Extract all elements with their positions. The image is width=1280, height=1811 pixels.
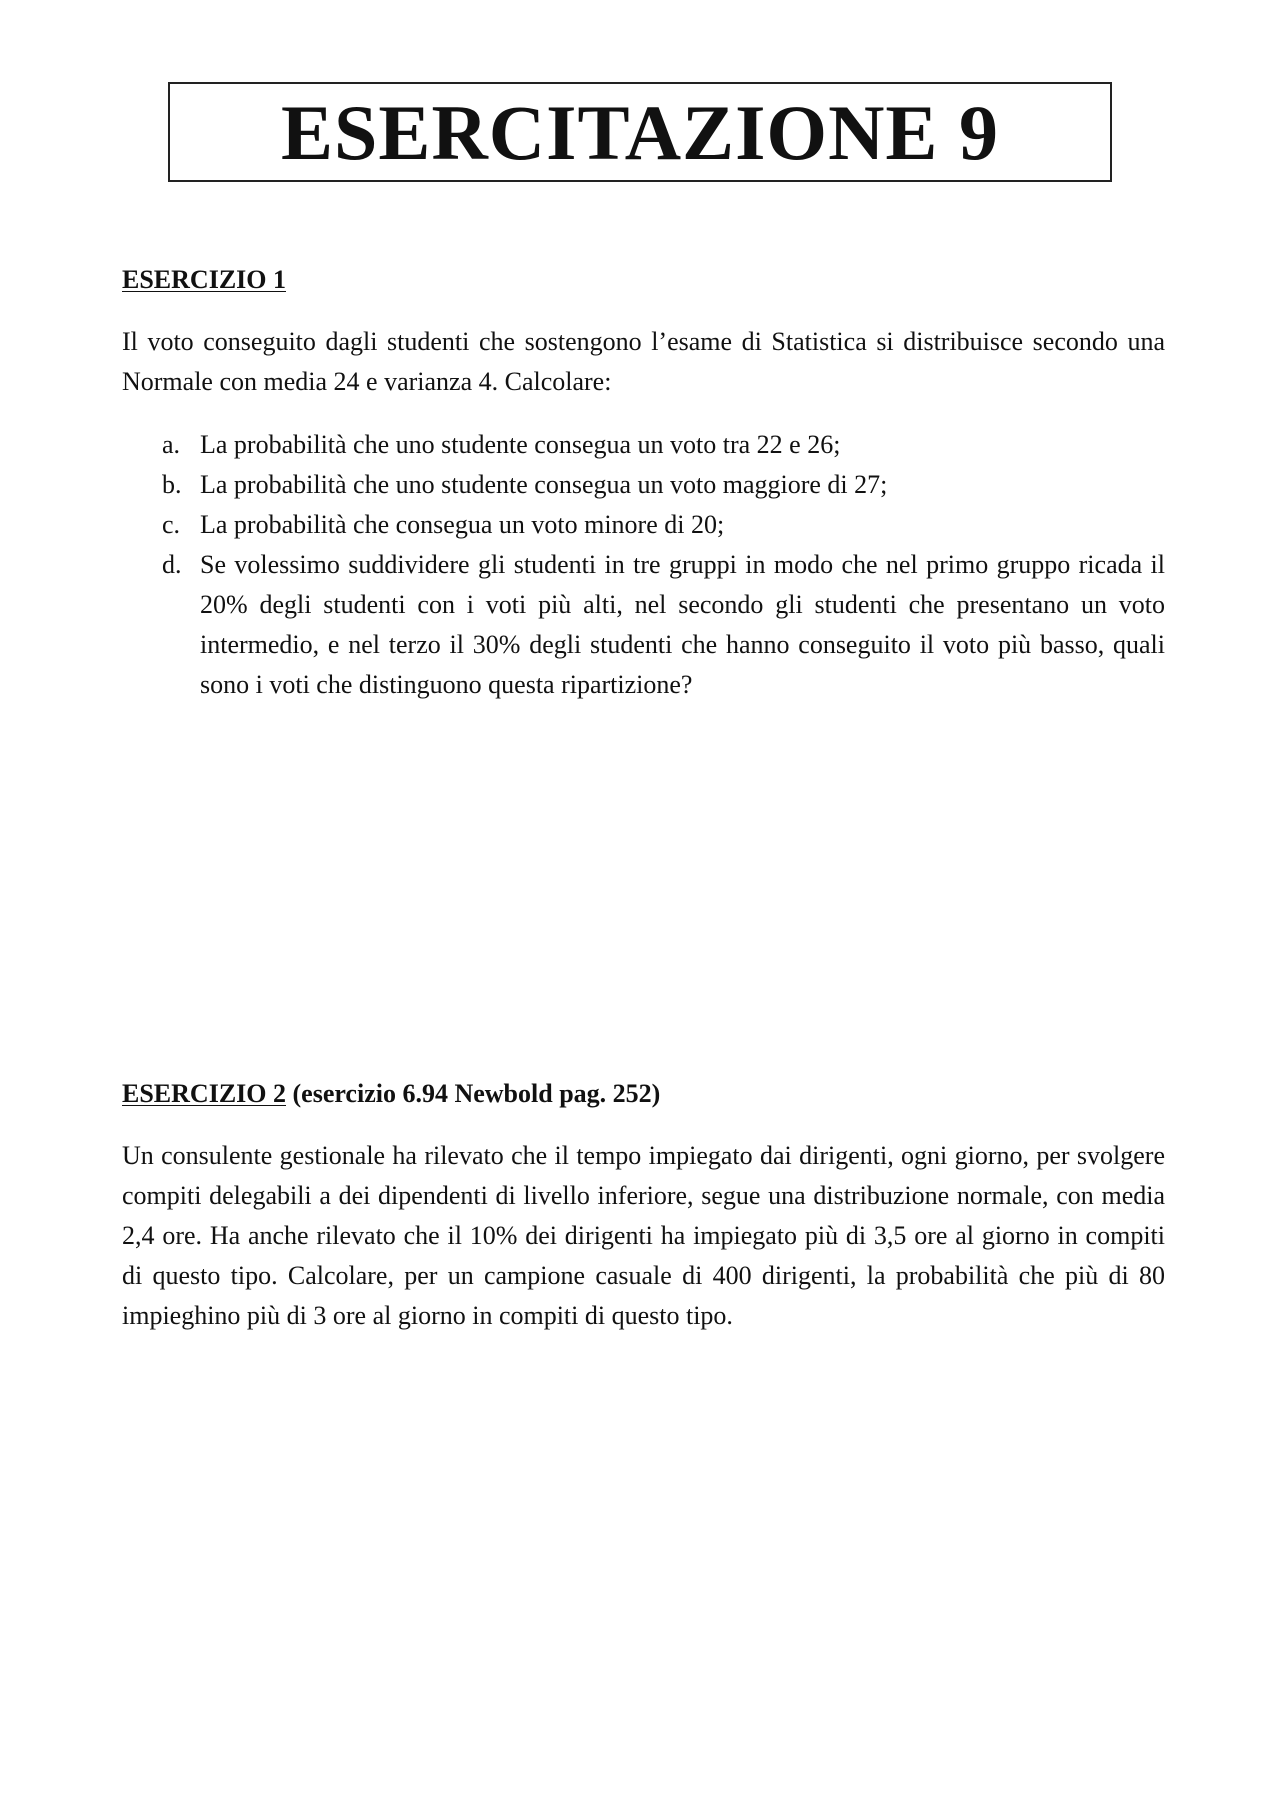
- list-item-text: La probabilità che uno studente consegua un voto tra 22 e 26;: [200, 430, 841, 459]
- exercise-1-heading: [122, 264, 286, 296]
- list-item-text: La probabilità che uno studente consegua un voto maggiore di 27;: [200, 470, 888, 499]
- list-item: [122, 545, 1165, 705]
- exercise-2-heading-label: ESERCIZIO 2: [122, 1079, 286, 1108]
- exercise-2-heading: [122, 1078, 660, 1110]
- list-item-text: Se volessimo suddividere gli studenti in tre gruppi in modo che nel primo gruppo ricada il 20% degli studenti con i voti più alti, nel secondo gli studenti che presentano un voto intermedio, e nel terzo il 30% degli studenti che hanno conseguito il voto più basso, quali sono i voti che distinguono questa ripartizione?: [200, 550, 1165, 699]
- list-item: [122, 505, 1165, 545]
- exercise-1-heading-label: ESERCIZIO 1: [122, 265, 286, 294]
- list-marker: d.: [162, 550, 182, 579]
- exercise-1-intro: Il voto conseguito dagli studenti che sostengono l’esame di Statistica si distribuisce secondo una Normale con media 24 e varianza 4. Calcolare:: [122, 327, 1165, 396]
- exercise-2-text: Un consulente gestionale ha rilevato che il tempo impiegato dai dirigenti, ogni giorno, per svolgere compiti delegabili a dei dipendenti di livello inferiore, segue una distribuzione normale, con media 2,4 ore. Ha anche rilevato che il 10% dei dirigenti ha impiegato più di 3,5 ore al giorno in compiti di questo tipo. Calcolare, per un campione casuale di 400 dirigenti, la probabilità che più di 80 impieghino più di 3 ore al giorno in compiti di questo tipo.: [122, 1141, 1165, 1330]
- list-marker: a.: [162, 430, 181, 459]
- list-item: [122, 425, 1165, 465]
- title-box: [168, 82, 1112, 182]
- list-item-text: La probabilità che consegua un voto minore di 20;: [200, 510, 725, 539]
- page-title: ESERCITAZIONE 9: [281, 89, 999, 176]
- list-marker: c.: [162, 510, 181, 539]
- list-marker: b.: [162, 470, 182, 499]
- list-item: [122, 465, 1165, 505]
- exercise-1-list: [122, 425, 1165, 705]
- exercise-2-heading-source: (esercizio 6.94 Newbold pag. 252): [286, 1079, 661, 1108]
